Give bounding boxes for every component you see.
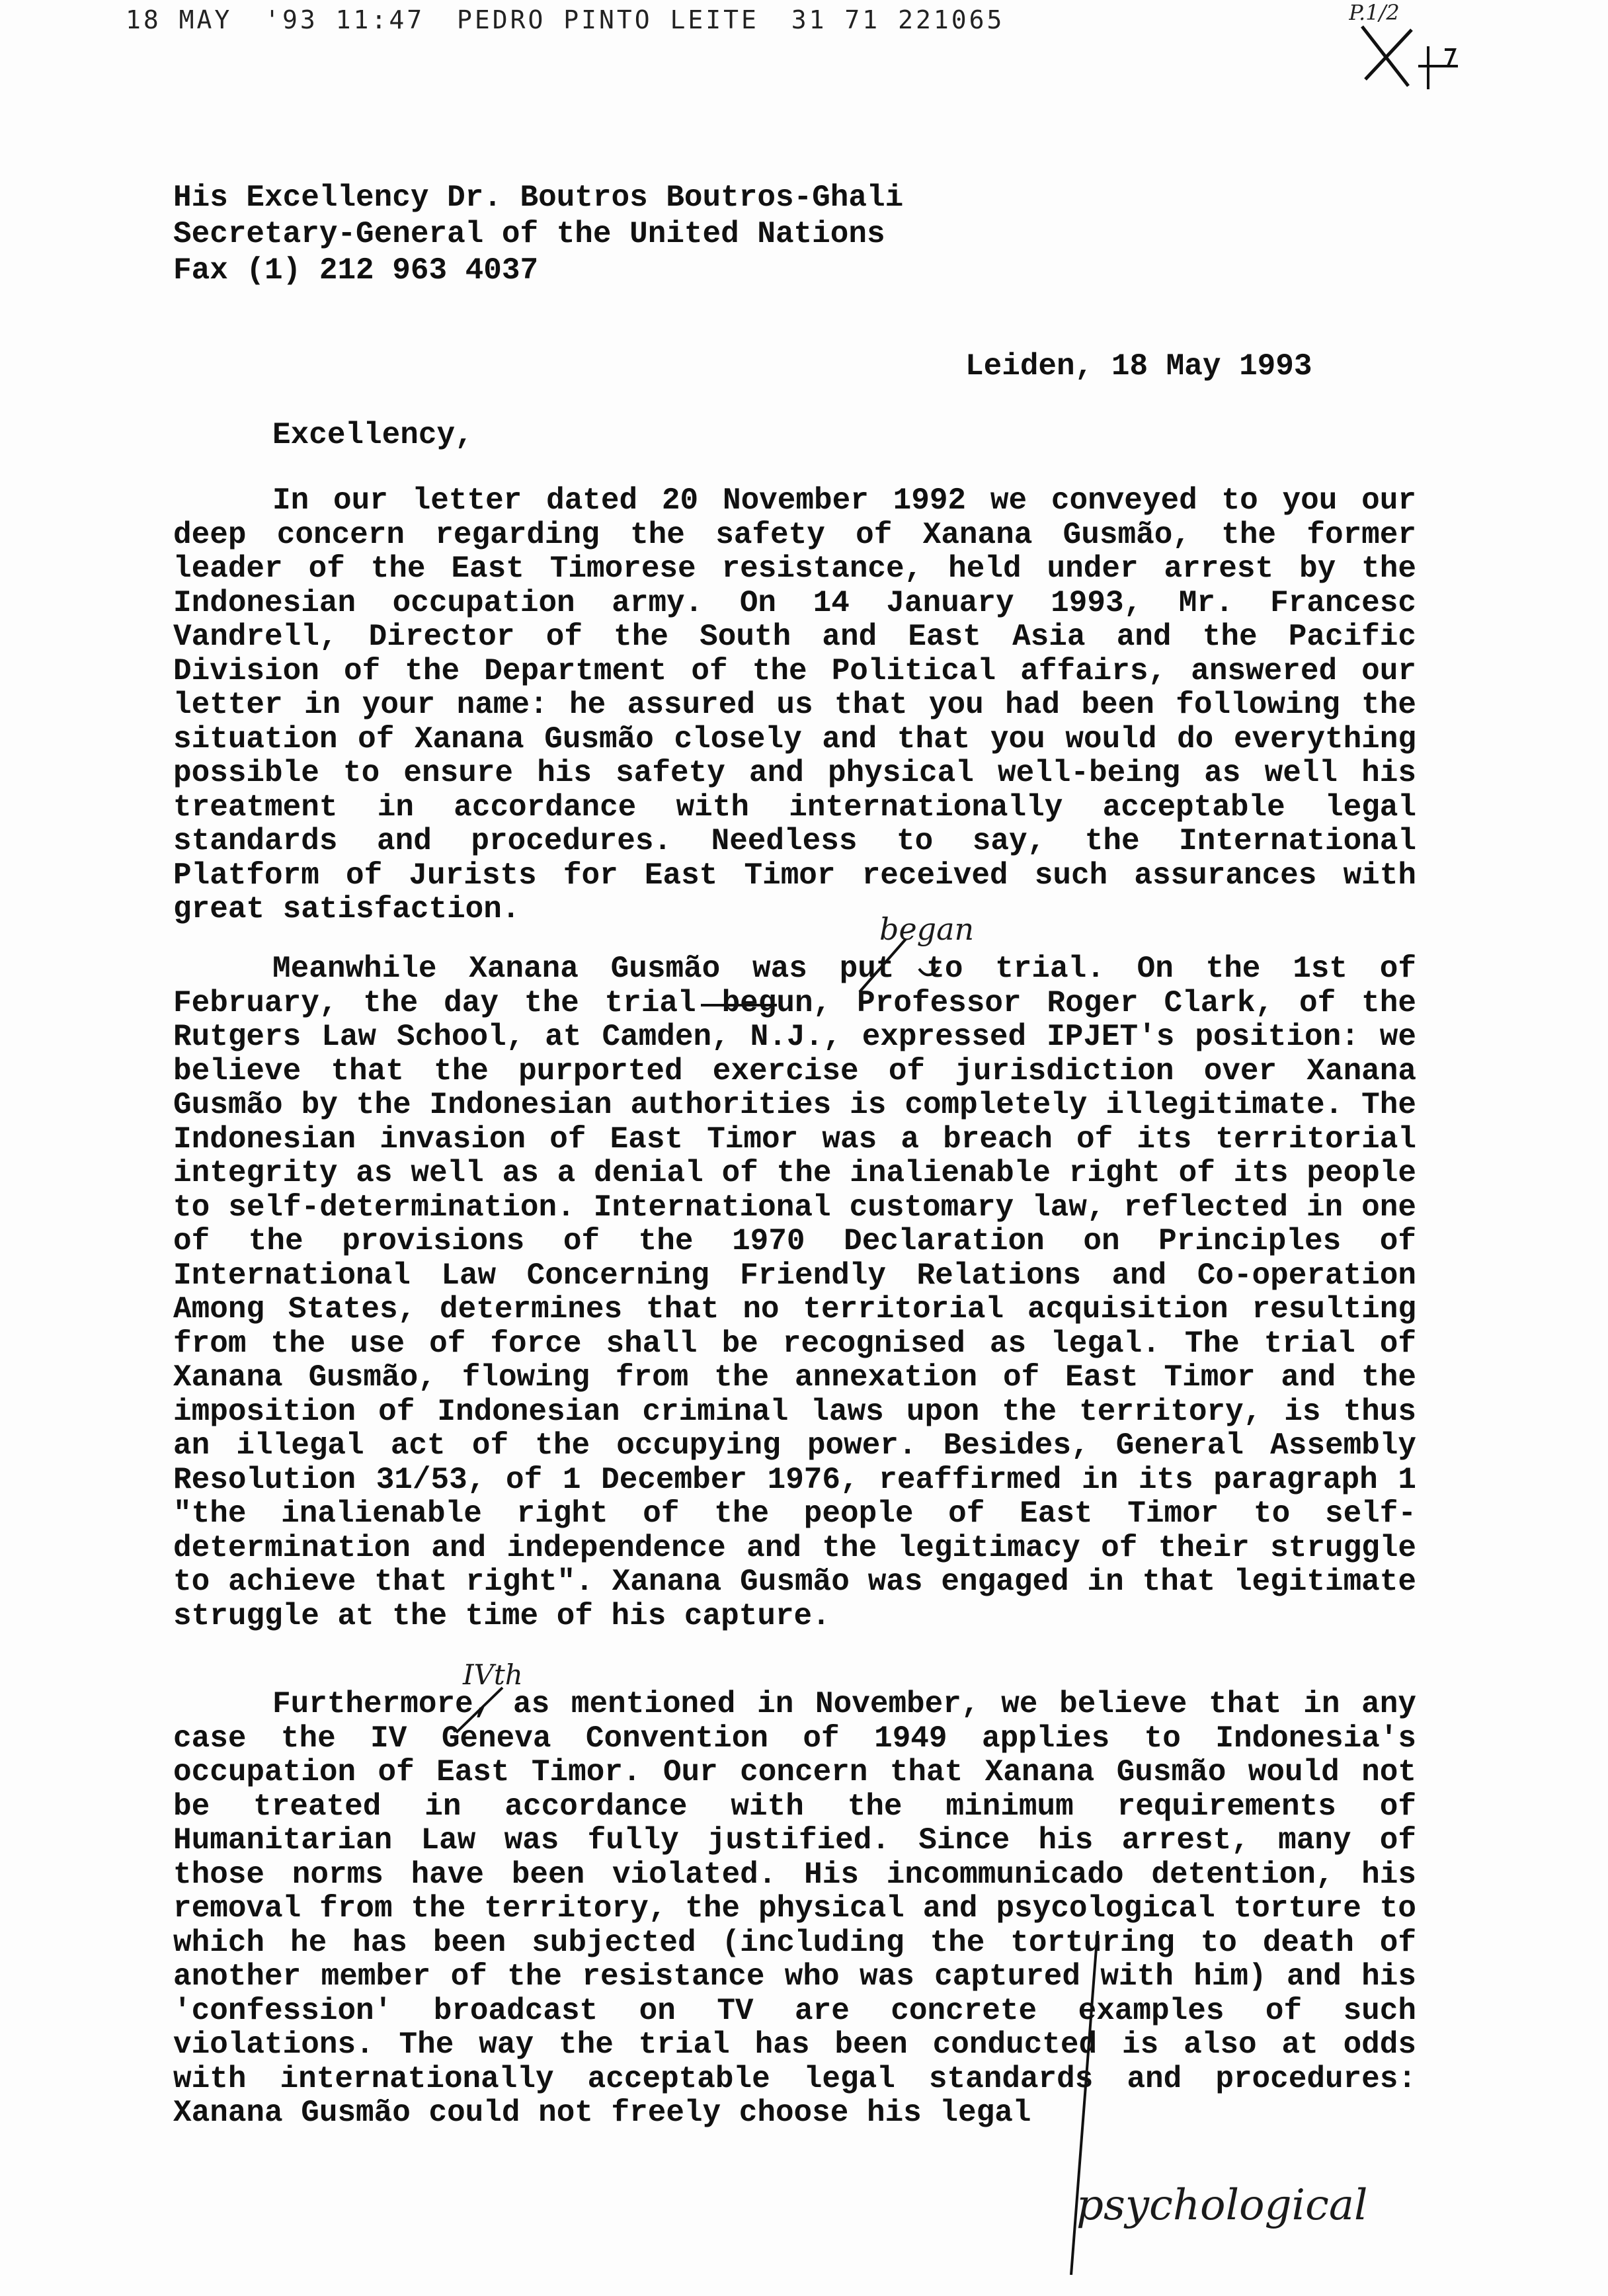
salutation: Excellency, <box>272 418 473 452</box>
paragraph-text: In our letter dated 20 November 1992 we conveyed to you our deep concern regarding the safety of Xanana Gusmão, the former leader of the East Timorese resistance, held under arrest by the Indonesian occupation army. On 14 January 1993, Mr. Francesc Vandrell, Director of the South and East Asia and the Pacific Division of the Department of the Political affairs, answered our letter in your name: he assured us that you had been following the situation of Xanana Gusmão closely and that you would do everything possible to ensure his safety and physical well-being as well his treatment in accordance with internationally acceptable legal standards and procedures. Needless to say, the International Platform of Jurists for East Timor received such assurances with great satisfaction. <box>173 483 1416 926</box>
fax-transmission-header <box>126 5 1019 34</box>
handwritten-correction-ivth: IVth <box>463 1659 523 1691</box>
addressee-name: His Excellency Dr. Boutros Boutros-Ghali <box>173 181 904 215</box>
fax-date: 18 MAY <box>126 5 233 34</box>
fax-time: '93 11:47 <box>264 5 425 34</box>
fax-sender: PEDRO PINTO LEITE <box>456 5 759 34</box>
handwritten-correction-psychological: psychological <box>1076 2181 1368 2230</box>
place-date: Leiden, 18 May 1993 <box>965 349 1312 384</box>
body-paragraph-1 <box>173 484 1416 927</box>
addressee-block <box>173 180 903 289</box>
addressee-fax: Fax (1) 212 963 4037 <box>173 253 539 288</box>
handwritten-page-mark <box>1349 0 1468 99</box>
handwritten-correction-began: began <box>879 911 975 947</box>
body-paragraph-2 <box>173 952 1416 1633</box>
paragraph-text: Furthermore, as mentioned in November, we believe that in any case the IV Geneva Convention of 1949 applies to Indonesia's occupation of East Timor. Our concern that Xanana Gusmão would not be treated in accordance with the minimum requirements of Humanitarian Law was fully justified. Since his arrest, many of those norms have been violated. His incommunicado detention, his removal from the territory, the physical and psycological torture to which he has been subjected (including the torturing to death of another member of the resistance who was captured with him) and his 'confession' broadcast on TV are concrete examples of such violations. The way the trial has been conducted is also at odds with internationally acceptable legal standards and procedures: Xanana Gusmão could not freely choose his legal <box>173 1687 1416 2130</box>
body-paragraph-3 <box>173 1688 1416 2131</box>
addressee-title: Secretary-General of the United Nations <box>173 217 885 251</box>
fax-phone: 31 71 221065 <box>791 5 1005 34</box>
page-number-mark: P.1/2 <box>1349 0 1400 25</box>
paragraph-text: Meanwhile Xanana Gusmão was put to trial. On the 1st of February, the day the trial begun, Professor Roger Clark, of the Rutgers Law School, at Camden, N.J., expressed IPJET's position: we believe that the purported exercise of jurisdiction over Xanana Gusmão by the Indonesian authorities is completely illegitimate. The Indonesian invasion of East Timor was a breach of its territorial integrity as well as a denial of the inalienable right of its people to self-determination. International customary law, reflected in one of the provisions of the 1970 Declaration on Principles of International Law Concerning Friendly Relations and Co-operation Among States, determines that no territorial acquisition resulting from the use of force shall be recognised as legal. The trial of Xanana Gusmão, flowing from the annexation of East Timor and the imposition of Indonesian criminal laws upon the territory, is thus an illegal act of the occupying power. Besides, General Assembly Resolution 31/53, of 1 December 1976, reaffirmed in its paragraph 1 "the inalienable right of the people of East Timor to self-determination and independence and the legitimacy of their struggle to achieve that right". Xanana Gusmão was engaged in that legitimate struggle at the time of his capture. <box>173 952 1416 1633</box>
